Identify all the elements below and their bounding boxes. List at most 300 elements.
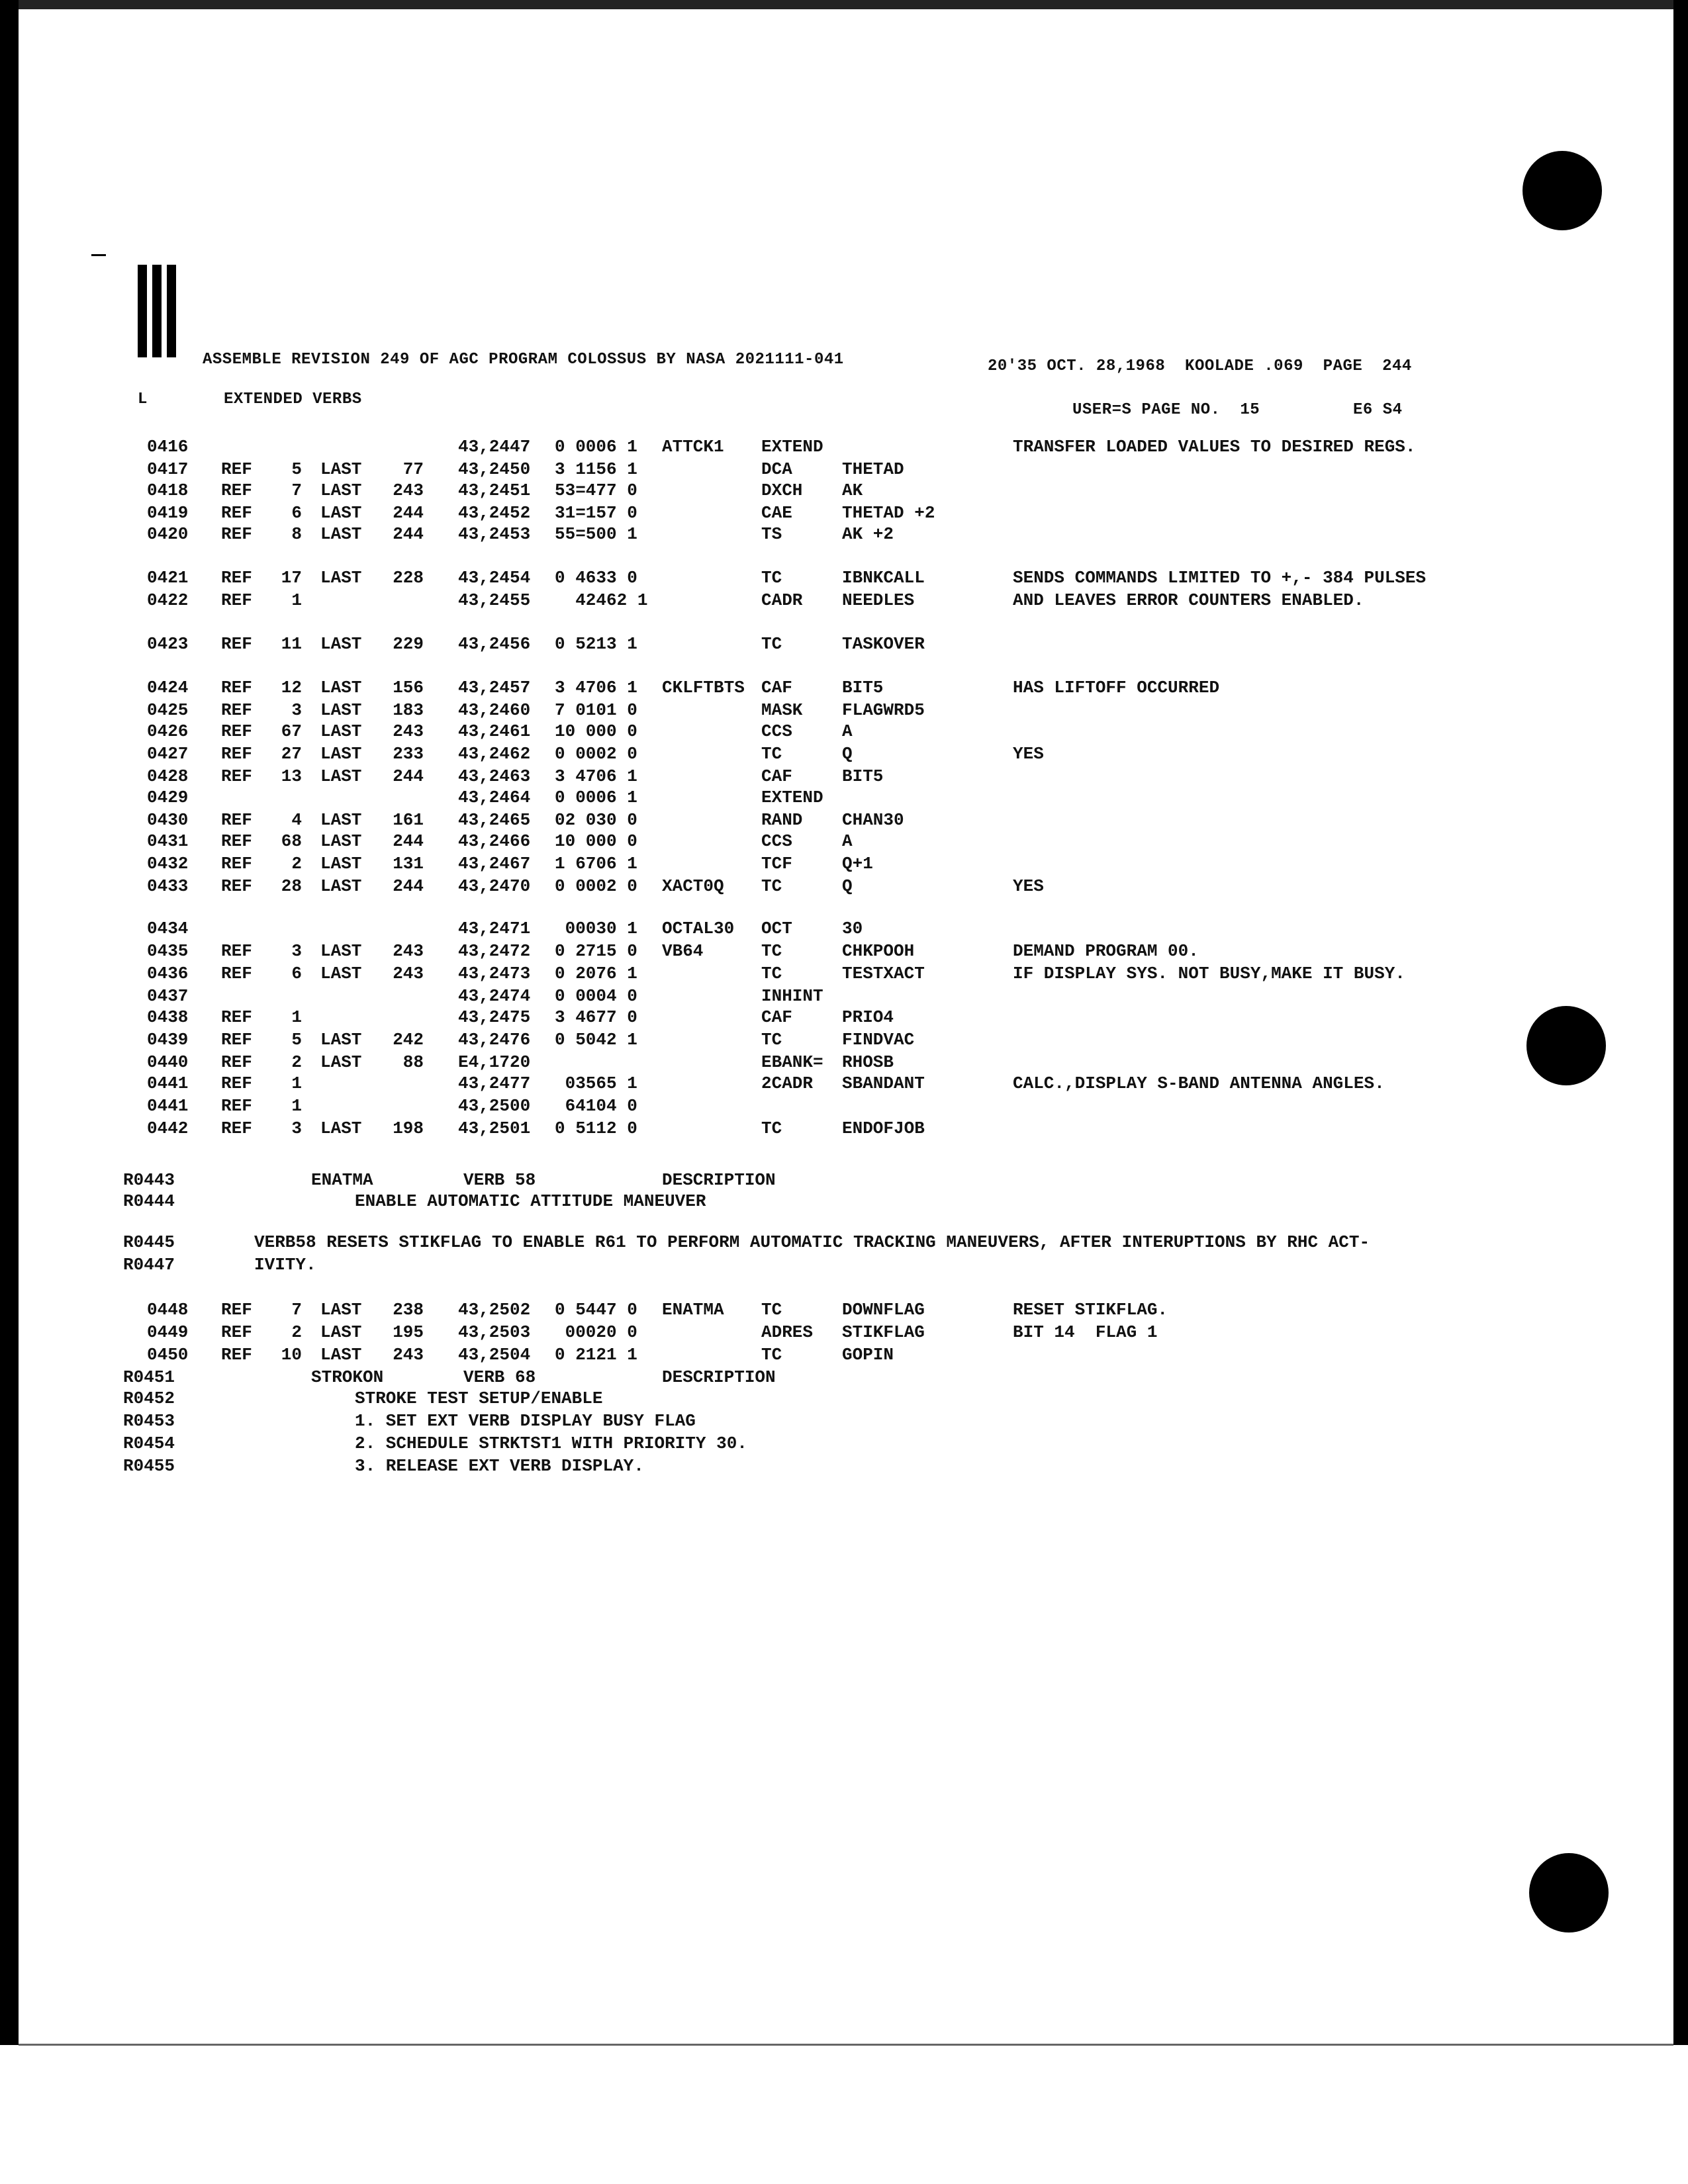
cell-ref: REF (221, 678, 252, 698)
cell-op: TC (761, 964, 782, 983)
cell-ref: REF (221, 831, 252, 851)
cell-addr: 43,2453 (458, 524, 531, 544)
cell-label: ENATMA (662, 1300, 724, 1320)
cell-seq: 0439 (147, 1030, 189, 1050)
cell-op: TC (761, 1118, 782, 1138)
cell-operand: Q (842, 744, 853, 764)
remark-desc: DESCRIPTION (662, 1170, 776, 1190)
cell-last: LAST (320, 459, 362, 479)
cell-addr: 43,2477 (458, 1073, 531, 1093)
remark-seq: R0451 (123, 1367, 175, 1387)
cell-op: ADRES (761, 1322, 814, 1342)
cell-code: 3 1156 1 (555, 459, 637, 479)
cell-refn: 2 (291, 1052, 302, 1072)
cell-op: CAF (761, 1007, 792, 1027)
cell-last: LAST (320, 744, 362, 764)
cell-seq: 0430 (147, 810, 189, 830)
cell-code: 0 5112 0 (555, 1118, 637, 1138)
cell-seq: 0448 (147, 1300, 189, 1320)
user-page-number: USER=S PAGE NO. 15 (1072, 401, 1260, 419)
cell-code: 0 2121 1 (555, 1345, 637, 1365)
cell-operand: RHOSB (842, 1052, 894, 1072)
cell-seq: 0421 (147, 568, 189, 588)
cell-addr: 43,2457 (458, 678, 531, 698)
cell-addr: 43,2471 (458, 919, 531, 938)
cell-lastn: 228 (393, 568, 424, 588)
remark-verb: VERB 58 (463, 1170, 536, 1190)
cell-lastn: 238 (393, 1300, 424, 1320)
cell-code: 03565 1 (555, 1073, 637, 1093)
cell-ref: REF (221, 1073, 252, 1093)
remark-seq: R0445 (123, 1232, 175, 1252)
cell-lastn: 198 (393, 1118, 424, 1138)
cell-seq: 0425 (147, 700, 189, 720)
cell-seq: 0420 (147, 524, 189, 544)
cell-lastn: 243 (393, 1345, 424, 1365)
cell-operand: A (842, 721, 853, 741)
cell-lastn: 244 (393, 831, 424, 851)
cell-refn: 3 (291, 1118, 302, 1138)
cell-seq: 0441 (147, 1096, 189, 1116)
cell-code: 10 000 0 (555, 721, 637, 741)
cell-code: 00030 1 (555, 919, 637, 938)
cell-addr: 43,2465 (458, 810, 531, 830)
cell-operand: Q (842, 876, 853, 896)
remark-text: VERB58 RESETS STIKFLAG TO ENABLE R61 TO PERFORM AUTOMATIC TRACKING MANEUVERS, AFTER INTERUPTIONS BY RHC ACT- (254, 1232, 1370, 1252)
cell-comment: DEMAND PROGRAM 00. (1013, 941, 1199, 961)
cell-code: 42462 1 (555, 590, 648, 610)
cell-label: OCTAL30 (662, 919, 735, 938)
cell-seq: 0433 (147, 876, 189, 896)
cell-op: EBANK= (761, 1052, 823, 1072)
cell-op: TC (761, 568, 782, 588)
cell-refn: 7 (291, 480, 302, 500)
cell-comment: TRANSFER LOADED VALUES TO DESIRED REGS. (1013, 437, 1416, 457)
cell-operand: GOPIN (842, 1345, 894, 1365)
cell-code: 0 4633 0 (555, 568, 637, 588)
cell-seq: 0442 (147, 1118, 189, 1138)
cell-refn: 5 (291, 1030, 302, 1050)
cell-seq: 0438 (147, 1007, 189, 1027)
cell-operand: BIT5 (842, 678, 884, 698)
cell-seq: 0418 (147, 480, 189, 500)
cell-addr: 43,2503 (458, 1322, 531, 1342)
cell-refn: 67 (281, 721, 302, 741)
cell-code: 3 4706 1 (555, 678, 637, 698)
cell-operand: CHKPOOH (842, 941, 915, 961)
cell-addr: 43,2467 (458, 854, 531, 874)
cell-label: CKLFTBTS (662, 678, 745, 698)
cell-last: LAST (320, 721, 362, 741)
cell-seq: 0428 (147, 766, 189, 786)
cell-last: LAST (320, 964, 362, 983)
cell-addr: 43,2473 (458, 964, 531, 983)
cell-op: TC (761, 634, 782, 654)
punch-hole-bottom (1529, 1853, 1609, 1933)
cell-seq: 0449 (147, 1322, 189, 1342)
remark-text: IVITY. (254, 1255, 316, 1275)
cell-comment: BIT 14 FLAG 1 (1013, 1322, 1158, 1342)
cell-lastn: 242 (393, 1030, 424, 1050)
scan-mark (91, 254, 106, 256)
scan-border-left (0, 0, 19, 2045)
cell-code: 0 5447 0 (555, 1300, 637, 1320)
cell-seq: 0435 (147, 941, 189, 961)
cell-seq: 0434 (147, 919, 189, 938)
cell-refn: 6 (291, 503, 302, 523)
cell-op: OCT (761, 919, 792, 938)
cell-operand: CHAN30 (842, 810, 904, 830)
cell-addr: 43,2475 (458, 1007, 531, 1027)
cell-operand: SBANDANT (842, 1073, 925, 1093)
cell-lastn: 195 (393, 1322, 424, 1342)
cell-lastn: 229 (393, 634, 424, 654)
cell-comment: IF DISPLAY SYS. NOT BUSY,MAKE IT BUSY. (1013, 964, 1405, 983)
cell-code: 3 4677 0 (555, 1007, 637, 1027)
cell-refn: 1 (291, 1007, 302, 1027)
cell-code: 00020 0 (555, 1322, 637, 1342)
cell-ref: REF (221, 1345, 252, 1365)
cell-ref: REF (221, 1118, 252, 1138)
cell-op: RAND (761, 810, 803, 830)
cell-ref: REF (221, 1052, 252, 1072)
cell-label: XACT0Q (662, 876, 724, 896)
cell-lastn: 77 (402, 459, 424, 479)
cell-code: 7 0101 0 (555, 700, 637, 720)
cell-last: LAST (320, 1118, 362, 1138)
cell-refn: 12 (281, 678, 302, 698)
cell-refn: 27 (281, 744, 302, 764)
cell-code: 02 030 0 (555, 810, 637, 830)
cell-refn: 13 (281, 766, 302, 786)
cell-lastn: 88 (402, 1052, 424, 1072)
cell-code: 0 0006 1 (555, 437, 637, 457)
cell-comment: CALC.,DISPLAY S-BAND ANTENNA ANGLES. (1013, 1073, 1385, 1093)
cell-lastn: 183 (393, 700, 424, 720)
cell-op: CAE (761, 503, 792, 523)
remark-tag: ENATMA (311, 1170, 373, 1190)
user-page-code: E6 S4 (1353, 401, 1403, 419)
cell-op: EXTEND (761, 437, 823, 457)
header-title: ASSEMBLE REVISION 249 OF AGC PROGRAM COLOSSUS BY NASA 2021111-041 (203, 351, 844, 369)
cell-refn: 3 (291, 941, 302, 961)
cell-lastn: 131 (393, 854, 424, 874)
cell-refn: 10 (281, 1345, 302, 1365)
cell-code: 3 4706 1 (555, 766, 637, 786)
cell-seq: 0419 (147, 503, 189, 523)
cell-op: TCF (761, 854, 792, 874)
scan-border-bottom (19, 2044, 1673, 2046)
cell-addr: 43,2464 (458, 788, 531, 807)
cell-seq: 0440 (147, 1052, 189, 1072)
cell-last: LAST (320, 678, 362, 698)
cell-op: TC (761, 876, 782, 896)
cell-op: CADR (761, 590, 803, 610)
cell-last: LAST (320, 876, 362, 896)
cell-seq: 0426 (147, 721, 189, 741)
cell-ref: REF (221, 721, 252, 741)
cell-ref: REF (221, 941, 252, 961)
binder-marks (138, 265, 177, 357)
remark-seq: R0453 (123, 1411, 175, 1431)
cell-refn: 6 (291, 964, 302, 983)
cell-last: LAST (320, 480, 362, 500)
cell-refn: 17 (281, 568, 302, 588)
remark-text: 3. RELEASE EXT VERB DISPLAY. (355, 1456, 644, 1476)
cell-seq: 0422 (147, 590, 189, 610)
cell-code: 0 0002 0 (555, 744, 637, 764)
scan-border-right (1673, 0, 1688, 2045)
cell-last: LAST (320, 1030, 362, 1050)
cell-ref: REF (221, 1322, 252, 1342)
cell-op: CAF (761, 678, 792, 698)
cell-code: 0 0004 0 (555, 986, 637, 1006)
cell-code: 0 2715 0 (555, 941, 637, 961)
cell-seq: 0417 (147, 459, 189, 479)
remark-seq: R0455 (123, 1456, 175, 1476)
cell-last: LAST (320, 524, 362, 544)
cell-comment: SENDS COMMANDS LIMITED TO +,- 384 PULSES (1013, 568, 1427, 588)
cell-op: CAF (761, 766, 792, 786)
cell-addr: 43,2466 (458, 831, 531, 851)
cell-refn: 68 (281, 831, 302, 851)
cell-op: TC (761, 1300, 782, 1320)
header-date-page: 20'35 OCT. 28,1968 KOOLADE .069 PAGE 244 (988, 357, 1412, 375)
cell-last: LAST (320, 634, 362, 654)
cell-op: CCS (761, 831, 792, 851)
remark-text: 2. SCHEDULE STRKTST1 WITH PRIORITY 30. (355, 1433, 747, 1453)
remark-tag: STROKON (311, 1367, 384, 1387)
cell-label: ATTCK1 (662, 437, 724, 457)
cell-ref: REF (221, 503, 252, 523)
cell-refn: 1 (291, 1073, 302, 1093)
punch-hole-middle (1526, 1006, 1606, 1085)
cell-ref: REF (221, 1007, 252, 1027)
cell-seq: 0432 (147, 854, 189, 874)
cell-addr: 43,2460 (458, 700, 531, 720)
cell-ref: REF (221, 480, 252, 500)
cell-addr: 43,2450 (458, 459, 531, 479)
cell-addr: 43,2451 (458, 480, 531, 500)
cell-op: MASK (761, 700, 803, 720)
cell-refn: 1 (291, 590, 302, 610)
remark-text: ENABLE AUTOMATIC ATTITUDE MANEUVER (355, 1191, 706, 1211)
cell-seq: 0429 (147, 788, 189, 807)
cell-comment: RESET STIKFLAG. (1013, 1300, 1168, 1320)
cell-operand: FLAGWRD5 (842, 700, 925, 720)
cell-operand: STIKFLAG (842, 1322, 925, 1342)
cell-op: 2CADR (761, 1073, 814, 1093)
cell-op: INHINT (761, 986, 823, 1006)
cell-op: TC (761, 744, 782, 764)
cell-seq: 0424 (147, 678, 189, 698)
cell-seq: 0416 (147, 437, 189, 457)
cell-ref: REF (221, 1096, 252, 1116)
cell-code: 53=477 0 (555, 480, 637, 500)
cell-refn: 8 (291, 524, 302, 544)
cell-operand: 30 (842, 919, 863, 938)
cell-ref: REF (221, 700, 252, 720)
cell-operand: ENDOFJOB (842, 1118, 925, 1138)
cell-addr: 43,2472 (458, 941, 531, 961)
cell-refn: 3 (291, 700, 302, 720)
remark-seq: R0444 (123, 1191, 175, 1211)
cell-code: 10 000 0 (555, 831, 637, 851)
cell-lastn: 156 (393, 678, 424, 698)
cell-seq: 0427 (147, 744, 189, 764)
cell-seq: 0437 (147, 986, 189, 1006)
cell-last: LAST (320, 810, 362, 830)
cell-operand: NEEDLES (842, 590, 915, 610)
cell-refn: 2 (291, 854, 302, 874)
cell-lastn: 243 (393, 480, 424, 500)
cell-lastn: 161 (393, 810, 424, 830)
cell-addr: 43,2461 (458, 721, 531, 741)
section-title: EXTENDED VERBS (224, 390, 362, 408)
cell-code: 31=157 0 (555, 503, 637, 523)
cell-op: CCS (761, 721, 792, 741)
cell-last: LAST (320, 1300, 362, 1320)
cell-lastn: 244 (393, 524, 424, 544)
cell-code: 0 2076 1 (555, 964, 637, 983)
cell-seq: 0436 (147, 964, 189, 983)
cell-addr: 43,2447 (458, 437, 531, 457)
remark-seq: R0454 (123, 1433, 175, 1453)
cell-lastn: 244 (393, 876, 424, 896)
cell-refn: 5 (291, 459, 302, 479)
cell-comment: YES (1013, 744, 1044, 764)
cell-ref: REF (221, 634, 252, 654)
cell-ref: REF (221, 876, 252, 896)
cell-ref: REF (221, 568, 252, 588)
cell-seq: 0423 (147, 634, 189, 654)
cell-seq: 0450 (147, 1345, 189, 1365)
cell-op: TC (761, 1345, 782, 1365)
cell-ref: REF (221, 964, 252, 983)
remark-verb: VERB 68 (463, 1367, 536, 1387)
cell-code: 64104 0 (555, 1096, 637, 1116)
cell-code: 0 5213 1 (555, 634, 637, 654)
remark-seq: R0452 (123, 1388, 175, 1408)
cell-addr: 43,2502 (458, 1300, 531, 1320)
remark-seq: R0447 (123, 1255, 175, 1275)
cell-ref: REF (221, 590, 252, 610)
cell-seq: 0441 (147, 1073, 189, 1093)
cell-lastn: 243 (393, 941, 424, 961)
cell-operand: TESTXACT (842, 964, 925, 983)
cell-addr: 43,2504 (458, 1345, 531, 1365)
cell-seq: 0431 (147, 831, 189, 851)
cell-op: DCA (761, 459, 792, 479)
cell-operand: TASKOVER (842, 634, 925, 654)
cell-operand: THETAD (842, 459, 904, 479)
cell-operand: BIT5 (842, 766, 884, 786)
scan-border-top (0, 0, 1688, 9)
cell-last: LAST (320, 1345, 362, 1365)
cell-operand: IBNKCALL (842, 568, 925, 588)
cell-ref: REF (221, 524, 252, 544)
cell-lastn: 244 (393, 766, 424, 786)
cell-op: DXCH (761, 480, 803, 500)
punch-hole-top (1523, 151, 1602, 230)
cell-refn: 4 (291, 810, 302, 830)
remark-text: 1. SET EXT VERB DISPLAY BUSY FLAG (355, 1411, 696, 1431)
cell-last: LAST (320, 941, 362, 961)
cell-code: 55=500 1 (555, 524, 637, 544)
cell-operand: AK +2 (842, 524, 894, 544)
cell-refn: 28 (281, 876, 302, 896)
cell-addr: 43,2462 (458, 744, 531, 764)
cell-addr: 43,2456 (458, 634, 531, 654)
cell-addr: 43,2455 (458, 590, 531, 610)
cell-addr: 43,2454 (458, 568, 531, 588)
cell-last: LAST (320, 766, 362, 786)
cell-op: TC (761, 1030, 782, 1050)
cell-code: 0 5042 1 (555, 1030, 637, 1050)
cell-operand: FINDVAC (842, 1030, 915, 1050)
cell-lastn: 244 (393, 503, 424, 523)
cell-op: TC (761, 941, 782, 961)
cell-lastn: 243 (393, 964, 424, 983)
cell-ref: REF (221, 766, 252, 786)
cell-ref: REF (221, 459, 252, 479)
cell-ref: REF (221, 1030, 252, 1050)
cell-code: 1 6706 1 (555, 854, 637, 874)
cell-label: VB64 (662, 941, 704, 961)
cell-lastn: 233 (393, 744, 424, 764)
cell-last: LAST (320, 1322, 362, 1342)
cell-comment: AND LEAVES ERROR COUNTERS ENABLED. (1013, 590, 1364, 610)
cell-comment: HAS LIFTOFF OCCURRED (1013, 678, 1220, 698)
cell-addr: 43,2474 (458, 986, 531, 1006)
cell-ref: REF (221, 744, 252, 764)
cell-refn: 1 (291, 1096, 302, 1116)
cell-operand: Q+1 (842, 854, 873, 874)
cell-addr: 43,2463 (458, 766, 531, 786)
remark-text: STROKE TEST SETUP/ENABLE (355, 1388, 603, 1408)
cell-comment: YES (1013, 876, 1044, 896)
cell-addr: 43,2500 (458, 1096, 531, 1116)
cell-code: 0 0006 1 (555, 788, 637, 807)
cell-addr: 43,2476 (458, 1030, 531, 1050)
cell-addr: 43,2452 (458, 503, 531, 523)
cell-last: LAST (320, 831, 362, 851)
cell-operand: THETAD +2 (842, 503, 935, 523)
remark-seq: R0443 (123, 1170, 175, 1190)
cell-ref: REF (221, 810, 252, 830)
cell-lastn: 243 (393, 721, 424, 741)
cell-ref: REF (221, 854, 252, 874)
cell-refn: 2 (291, 1322, 302, 1342)
cell-op: TS (761, 524, 782, 544)
cell-code: 0 0002 0 (555, 876, 637, 896)
remark-desc: DESCRIPTION (662, 1367, 776, 1387)
cell-addr: 43,2470 (458, 876, 531, 896)
cell-last: LAST (320, 854, 362, 874)
cell-last: LAST (320, 1052, 362, 1072)
cell-last: LAST (320, 568, 362, 588)
cell-last: LAST (320, 503, 362, 523)
cell-refn: 7 (291, 1300, 302, 1320)
cell-operand: AK (842, 480, 863, 500)
cell-addr: E4,1720 (458, 1052, 531, 1072)
cell-operand: A (842, 831, 853, 851)
cell-refn: 11 (281, 634, 302, 654)
cell-operand: DOWNFLAG (842, 1300, 925, 1320)
section-letter: L (138, 390, 148, 408)
cell-operand: PRIO4 (842, 1007, 894, 1027)
cell-addr: 43,2501 (458, 1118, 531, 1138)
